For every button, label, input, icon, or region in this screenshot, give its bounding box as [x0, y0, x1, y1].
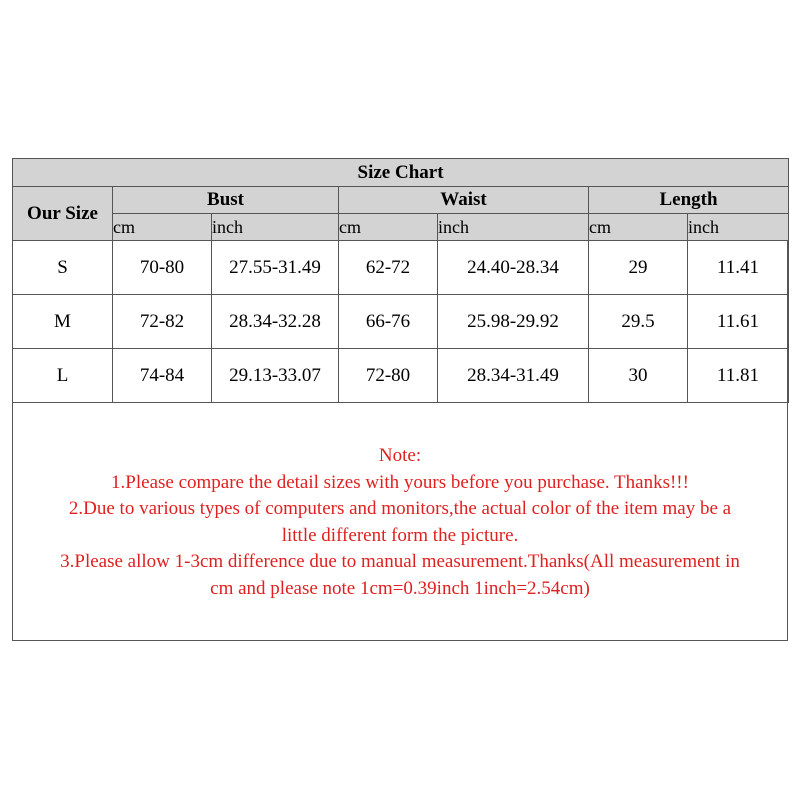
table-row [13, 349, 789, 403]
waist-inch-cell: 28.34-31.49 [438, 349, 589, 403]
unit-length-cm: cm [589, 214, 688, 241]
bust-inch-cell: 29.13-33.07 [212, 349, 339, 403]
length-cm-cell: 30 [589, 349, 688, 403]
waist-inch-cell: 24.40-28.34 [438, 241, 589, 295]
waist-header: Waist [339, 187, 589, 214]
unit-length-inch: inch [688, 214, 789, 241]
table-row [13, 241, 789, 295]
notes-block [12, 443, 788, 602]
size-cell: L [13, 349, 113, 403]
length-inch-cell: 11.61 [688, 295, 789, 349]
waist-inch-cell: 25.98-29.92 [438, 295, 589, 349]
bust-cm-cell: 74-84 [113, 349, 212, 403]
length-cm-cell: 29 [589, 241, 688, 295]
length-cm-cell: 29.5 [589, 295, 688, 349]
note-line-2a: 2.Due to various types of computers and monitors,the actual color of the item may be a [68, 498, 732, 519]
unit-bust-inch: inch [212, 214, 339, 241]
bust-cm-cell: 70-80 [113, 241, 212, 295]
note-line-1: 1.Please compare the detail sizes with yours before you purchase. Thanks!!! [111, 471, 689, 493]
bust-cm-cell: 72-82 [113, 295, 212, 349]
note-line-2b: little different form the picture. [281, 524, 519, 546]
note-line-3a: 3.Please allow 1-3cm difference due to manual measurement.Thanks(All measurement in [60, 551, 740, 572]
waist-cm-cell: 66-76 [339, 295, 438, 349]
unit-waist-inch: inch [438, 214, 589, 241]
note-line-3b: cm and please note 1cm=0.39inch 1inch=2.54cm) [210, 577, 590, 599]
our-size-header: Our Size [13, 187, 113, 241]
length-header: Length [589, 187, 789, 214]
table-row [13, 295, 789, 349]
size-chart-table [12, 158, 789, 403]
unit-bust-cm: cm [113, 214, 212, 241]
unit-waist-cm: cm [339, 214, 438, 241]
size-cell: M [13, 295, 113, 349]
bust-inch-cell: 28.34-32.28 [212, 295, 339, 349]
table-title: Size Chart [13, 159, 789, 187]
waist-cm-cell: 72-80 [339, 349, 438, 403]
length-inch-cell: 11.41 [688, 241, 789, 295]
length-inch-cell: 11.81 [688, 349, 789, 403]
bust-inch-cell: 27.55-31.49 [212, 241, 339, 295]
bust-header: Bust [113, 187, 339, 214]
size-cell: S [13, 241, 113, 295]
note-heading: Note: [378, 445, 422, 466]
waist-cm-cell: 62-72 [339, 241, 438, 295]
